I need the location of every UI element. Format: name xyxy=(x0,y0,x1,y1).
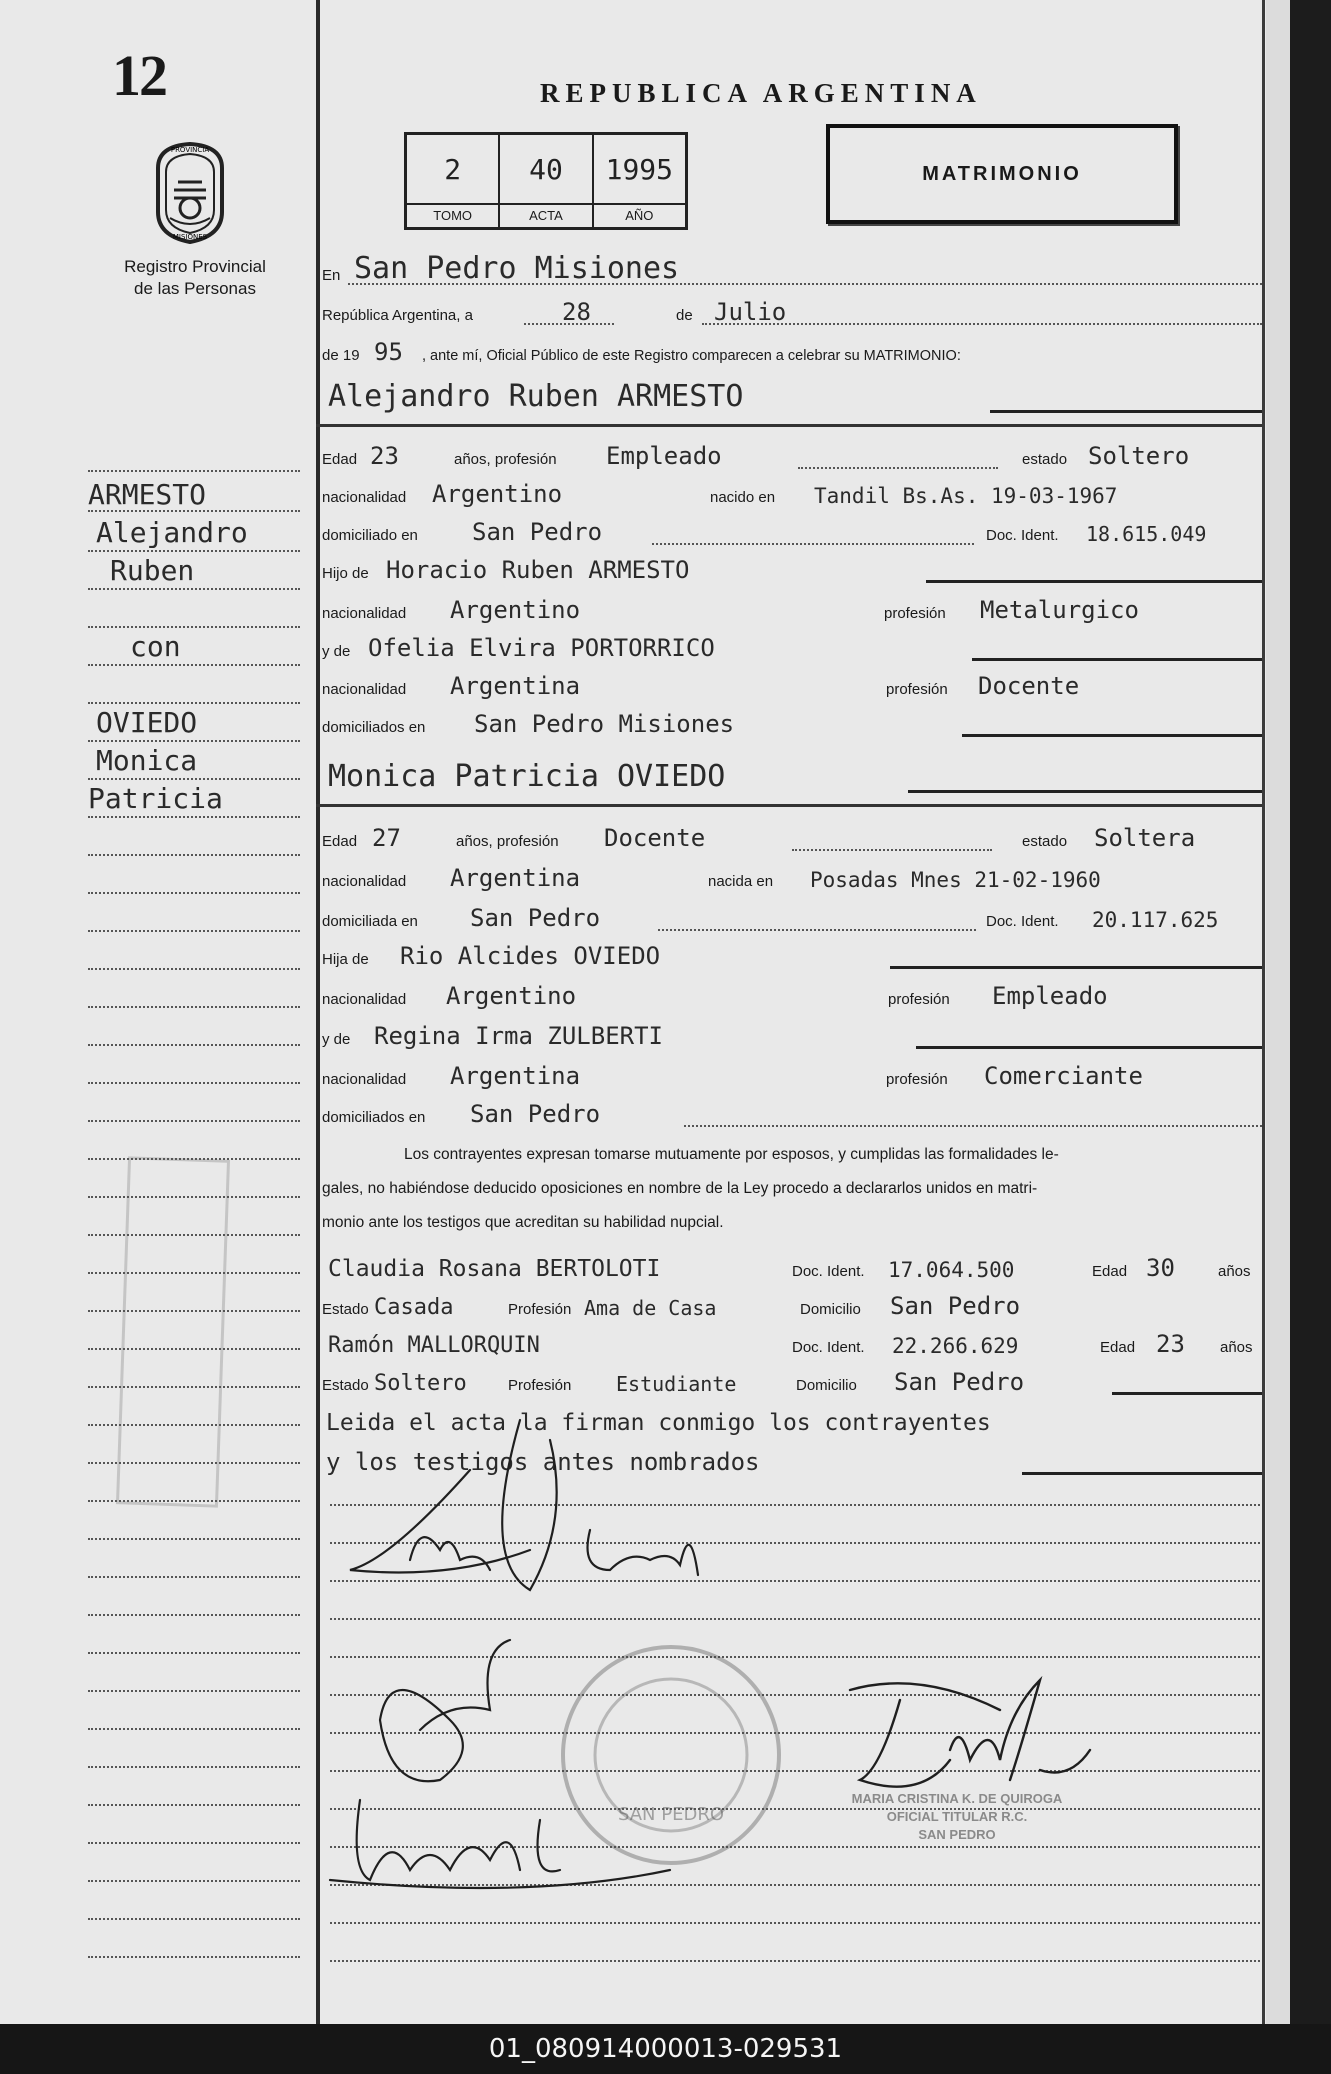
registry-caption xyxy=(100,256,290,300)
registry-caption-line1: Registro Provincial xyxy=(124,257,266,276)
bride-mother-row xyxy=(322,1014,1262,1054)
margin-line xyxy=(88,1158,300,1160)
witness2-doc: 22.266.629 xyxy=(892,1334,1019,1358)
ano-cell xyxy=(594,135,685,227)
margin-line xyxy=(88,1576,300,1578)
witness2-name: Ramón MALLORQUIN xyxy=(328,1333,540,1358)
page-number: 12 xyxy=(112,43,166,108)
closing-line1: Leida el acta la firman conmigo los contrayentes xyxy=(326,1410,991,1436)
label-y-de: y de xyxy=(322,1031,351,1048)
document-id-footer: 01_080914000013-029531 xyxy=(0,2024,1331,2074)
margin-line xyxy=(88,1538,300,1540)
margin-line xyxy=(88,1044,300,1046)
label-nacida-en: nacida en xyxy=(708,873,774,890)
groom-mother-profession: Docente xyxy=(978,672,1080,700)
registry-seal-icon xyxy=(148,138,232,246)
margin-line xyxy=(88,816,300,818)
margin-line xyxy=(88,1728,300,1730)
officer-stamp-line2: OFICIAL TITULAR R.C. xyxy=(886,1809,1028,1824)
label-nacionalidad: nacionalidad xyxy=(322,991,407,1008)
declaration-line3: monio ante los testigos que acreditan su habilidad nupcial. xyxy=(322,1214,724,1231)
label-hija-de: Hija de xyxy=(322,951,369,968)
bride-father-nationality: Argentino xyxy=(446,982,577,1010)
margin-connector: con xyxy=(130,630,181,663)
bride-age-row xyxy=(322,816,1262,856)
dotted-line xyxy=(684,1125,1262,1127)
margin-line xyxy=(88,626,300,628)
bride-civil-status: Soltera xyxy=(1094,824,1196,852)
filler-line xyxy=(908,790,1262,793)
label-y-de: y de xyxy=(322,643,351,660)
svg-text:MISIONES: MISIONES xyxy=(172,233,208,241)
margin-line xyxy=(88,930,300,932)
label-witness-profesion: Profesión xyxy=(508,1301,572,1318)
bride-age: 27 xyxy=(372,824,401,852)
label-domiciliados-en: domiciliados en xyxy=(322,719,426,736)
closing-line2: y los testigos antes nombrados xyxy=(326,1448,760,1476)
witness1-row xyxy=(322,1246,1262,1286)
margin-bride-name2: Patricia xyxy=(88,782,223,815)
groom-residence: San Pedro xyxy=(472,518,603,546)
bride-nationality: Argentina xyxy=(450,864,581,892)
filler-line xyxy=(990,410,1262,413)
groom-age: 23 xyxy=(370,442,399,470)
witness1-profession: Ama de Casa xyxy=(584,1296,717,1320)
bride-mother-nat-row xyxy=(322,1054,1262,1094)
right-border-line xyxy=(1262,0,1265,2024)
tomo-value: 2 xyxy=(444,153,462,186)
witness2-profession: Estudiante xyxy=(616,1372,737,1396)
margin-line xyxy=(88,1500,300,1502)
margin-line xyxy=(88,1120,300,1122)
date-day: 28 xyxy=(562,298,591,326)
bride-residence-row xyxy=(322,896,1262,936)
act-type-box: MATRIMONIO xyxy=(826,124,1178,224)
groom-mother-row xyxy=(322,626,1262,666)
year-row xyxy=(322,330,1262,370)
signature-line xyxy=(330,1922,1260,1924)
signature-scribble-icon xyxy=(330,1400,750,1900)
ano-label: AÑO xyxy=(594,203,685,227)
witness2-residence: San Pedro xyxy=(894,1368,1025,1396)
label-nacionalidad: nacionalidad xyxy=(322,1071,407,1088)
margin-line xyxy=(88,1348,300,1350)
margin-line xyxy=(88,1234,300,1236)
label-witness-domicilio: Domicilio xyxy=(800,1301,861,1318)
margin-line xyxy=(88,550,300,552)
margin-line xyxy=(88,1272,300,1274)
groom-father-nationality: Argentino xyxy=(450,596,581,624)
witness2-age: 23 xyxy=(1156,1330,1185,1358)
margin-line xyxy=(88,470,300,472)
acta-label: ACTA xyxy=(500,203,591,227)
groom-residence-row xyxy=(322,510,1262,550)
margin-line xyxy=(88,1880,300,1882)
page-right-edge xyxy=(1266,0,1290,2024)
margin-line xyxy=(88,1614,300,1616)
bride-parents-residence-row xyxy=(322,1092,1262,1132)
label-witness-estado: Estado xyxy=(322,1377,369,1394)
groom-mother-nat-row xyxy=(322,664,1262,704)
label-domiciliados-en: domiciliados en xyxy=(322,1109,426,1126)
acta-value: 40 xyxy=(529,153,563,186)
label-witness-anos: años xyxy=(1220,1339,1253,1356)
label-witness-estado: Estado xyxy=(322,1301,369,1318)
bride-father-profession: Empleado xyxy=(992,982,1108,1010)
svg-text:SAN PEDRO: SAN PEDRO xyxy=(617,1804,725,1825)
margin-bride-name1: Monica xyxy=(96,744,198,777)
declaration-text xyxy=(322,1138,1252,1240)
groom-doc: 18.615.049 xyxy=(1086,522,1207,546)
bride-nationality-row xyxy=(322,856,1262,896)
label-en: En xyxy=(322,267,341,284)
country-title: REPUBLICA ARGENTINA xyxy=(540,78,982,108)
filler-line xyxy=(1022,1472,1262,1475)
filler-line xyxy=(1112,1392,1262,1395)
label-witness-edad: Edad xyxy=(1100,1339,1136,1356)
margin-line xyxy=(88,740,300,742)
label-nacionalidad: nacionalidad xyxy=(322,489,407,506)
margin-line xyxy=(88,588,300,590)
label-anos-profesion: años, profesión xyxy=(456,833,559,850)
bride-parents-residence: San Pedro xyxy=(470,1100,601,1128)
bride-mother: Regina Irma ZULBERTI xyxy=(374,1022,663,1050)
ano-value: 1995 xyxy=(605,153,674,186)
label-nacionalidad: nacionalidad xyxy=(322,605,407,622)
margin-line xyxy=(88,968,300,970)
groom-father-profession: Metalurgico xyxy=(980,596,1139,624)
bride-doc: 20.117.625 xyxy=(1092,908,1219,932)
witness2-details-row xyxy=(322,1360,1262,1400)
label-witness-profesion: Profesión xyxy=(508,1377,572,1394)
bride-residence: San Pedro xyxy=(470,904,601,932)
groom-mother: Ofelia Elvira PORTORRICO xyxy=(368,634,715,662)
groom-profession: Empleado xyxy=(606,442,722,470)
section-separator xyxy=(316,804,1262,807)
label-nacionalidad: nacionalidad xyxy=(322,873,407,890)
groom-father: Horacio Ruben ARMESTO xyxy=(386,556,690,584)
dotted-line xyxy=(792,849,992,851)
groom-full-name: Alejandro Ruben ARMESTO xyxy=(328,379,744,414)
label-domiciliada-en: domiciliada en xyxy=(322,913,418,930)
label-witness-anos: años xyxy=(1218,1263,1251,1280)
bride-name-row xyxy=(322,758,1262,798)
label-profesion: profesión xyxy=(886,1071,948,1088)
declaration-line1: Los contrayentes expresan tomarse mutuamente por esposos, y cumplidas las formalidades le- xyxy=(404,1146,1059,1163)
groom-age-row xyxy=(322,434,1262,474)
filler-line xyxy=(916,1046,1262,1049)
place-value: San Pedro Misiones xyxy=(354,251,680,286)
bride-mother-profession: Comerciante xyxy=(984,1062,1143,1090)
margin-groom-name2: Ruben xyxy=(110,554,195,587)
registry-caption-line2: de las Personas xyxy=(134,279,256,298)
acta-cell xyxy=(500,135,593,227)
groom-civil-status: Soltero xyxy=(1088,442,1190,470)
bride-father-row xyxy=(322,934,1262,974)
label-nacido-en: nacido en xyxy=(710,489,776,506)
officer-signature-icon xyxy=(840,1660,1100,1820)
label-de-19: de 19 xyxy=(322,347,360,364)
margin-line xyxy=(88,1424,300,1426)
margin-line xyxy=(88,1386,300,1388)
filler-line xyxy=(962,734,1262,737)
margin-line xyxy=(88,778,300,780)
witness1-doc: 17.064.500 xyxy=(888,1258,1015,1282)
margin-line xyxy=(88,1804,300,1806)
witness2-status: Soltero xyxy=(374,1371,467,1396)
label-domiciliado-en: domiciliado en xyxy=(322,527,418,544)
margin-divider xyxy=(316,0,320,2024)
witness1-age: 30 xyxy=(1146,1254,1175,1282)
label-witness-doc: Doc. Ident. xyxy=(792,1263,865,1280)
place-row xyxy=(322,250,1262,290)
groom-birthplace-date: Tandil Bs.As. 19-03-1967 xyxy=(814,484,1118,508)
bride-full-name: Monica Patricia OVIEDO xyxy=(328,759,726,794)
dotted-line xyxy=(652,543,974,545)
faded-stamp xyxy=(116,1156,230,1507)
signature-line xyxy=(330,1960,1260,1962)
label-de: de xyxy=(676,307,693,324)
date-row xyxy=(322,290,1262,330)
officer-stamp-line1: MARIA CRISTINA K. DE QUIROGA xyxy=(851,1791,1063,1806)
margin-line xyxy=(88,1652,300,1654)
margin-bride-surname: OVIEDO xyxy=(96,706,198,739)
margin-line xyxy=(88,892,300,894)
tomo-label: TOMO xyxy=(407,203,498,227)
acta-reference-box xyxy=(404,132,688,230)
margin-column xyxy=(0,0,318,2024)
witness1-residence: San Pedro xyxy=(890,1292,1021,1320)
tomo-cell xyxy=(407,135,500,227)
section-separator xyxy=(316,424,1262,427)
margin-line xyxy=(88,1462,300,1464)
witness1-status: Casada xyxy=(374,1295,454,1320)
margin-line xyxy=(88,1310,300,1312)
declaration-line2: gales, no habiéndose deducido oposiciones en nombre de la Ley procedo a declararlos unidos en matri- xyxy=(322,1180,1038,1197)
margin-line xyxy=(88,1082,300,1084)
dotted-line xyxy=(798,467,998,469)
margin-line xyxy=(88,1006,300,1008)
label-profesion: profesión xyxy=(884,605,946,622)
label-doc-ident: Doc. Ident. xyxy=(986,527,1059,544)
label-edad: Edad xyxy=(322,451,358,468)
bride-mother-nationality: Argentina xyxy=(450,1062,581,1090)
label-edad: Edad xyxy=(322,833,358,850)
label-profesion: profesión xyxy=(888,991,950,1008)
groom-mother-nationality: Argentina xyxy=(450,672,581,700)
margin-line xyxy=(88,1842,300,1844)
label-witness-doc: Doc. Ident. xyxy=(792,1339,865,1356)
label-witness-domicilio: Domicilio xyxy=(796,1377,857,1394)
groom-parents-residence-row xyxy=(322,702,1262,742)
witness1-details-row xyxy=(322,1284,1262,1324)
margin-line xyxy=(88,1766,300,1768)
margin-line xyxy=(88,1918,300,1920)
date-year: 95 xyxy=(374,338,403,366)
bride-father-nat-row xyxy=(322,974,1262,1014)
margin-groom-name1: Alejandro xyxy=(96,516,248,549)
label-profesion: profesión xyxy=(886,681,948,698)
filler-line xyxy=(890,966,1262,969)
label-estado: estado xyxy=(1022,451,1068,468)
groom-name-row xyxy=(322,378,1262,418)
bride-birthplace-date: Posadas Mnes 21-02-1960 xyxy=(810,868,1101,892)
margin-line xyxy=(88,854,300,856)
bride-profession: Docente xyxy=(604,824,706,852)
label-hijo-de: Hijo de xyxy=(322,565,369,582)
label-doc-ident: Doc. Ident. xyxy=(986,913,1059,930)
dotted-line xyxy=(658,929,976,931)
label-estado: estado xyxy=(1022,833,1068,850)
groom-nationality: Argentino xyxy=(432,480,563,508)
filler-line xyxy=(972,658,1262,661)
label-republica: República Argentina, a xyxy=(322,307,473,324)
bride-father: Rio Alcides OVIEDO xyxy=(400,942,661,970)
label-anos-profesion: años, profesión xyxy=(454,451,557,468)
groom-nationality-row xyxy=(322,472,1262,512)
margin-line xyxy=(88,664,300,666)
svg-text:PROVINCIA: PROVINCIA xyxy=(170,146,210,154)
groom-father-nat-row xyxy=(322,588,1262,628)
margin-line xyxy=(88,702,300,704)
officer-stamp-line3: SAN PEDRO xyxy=(918,1827,996,1842)
filler-line xyxy=(926,580,1262,583)
label-witness-edad: Edad xyxy=(1092,1263,1128,1280)
groom-father-row xyxy=(322,548,1262,588)
label-nacionalidad: nacionalidad xyxy=(322,681,407,698)
label-ante-mi: , ante mí, Oficial Público de este Registro comparecen a celebrar su MATRIMONIO: xyxy=(422,348,961,364)
margin-line xyxy=(88,1196,300,1198)
groom-parents-residence: San Pedro Misiones xyxy=(474,710,735,738)
margin-line xyxy=(88,1956,300,1958)
margin-line xyxy=(88,1690,300,1692)
witness2-row xyxy=(322,1322,1262,1362)
witness1-name: Claudia Rosana BERTOLOTI xyxy=(328,1256,661,1282)
date-month: Julio xyxy=(714,298,787,326)
margin-groom-surname: ARMESTO xyxy=(88,478,207,511)
